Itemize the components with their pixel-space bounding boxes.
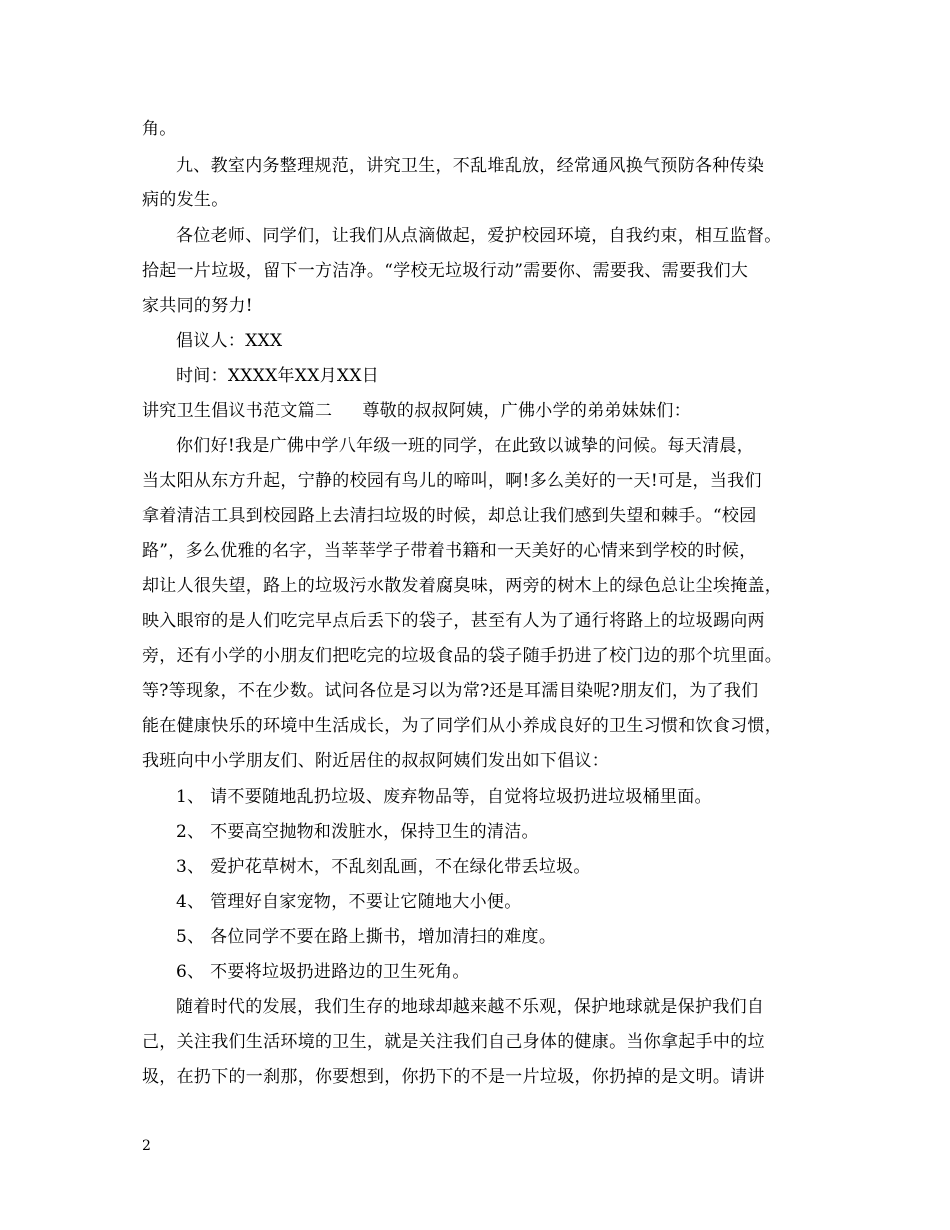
paragraph-line: 随着时代的发展，我们生存的地球却越来越不乐观，保护地球就是保护我们自	[176, 997, 765, 1017]
paragraph-line: 我班向中小学朋友们、附近居住的叔叔阿姨们发出如下倡议：	[142, 751, 610, 771]
list-item: 2、 不要高空抛物和泼脏水，保持卫生的清洁。	[176, 822, 539, 842]
section-heading-line	[142, 401, 691, 421]
paragraph-line: 旁，还有小学的小朋友们把吃完的垃圾食品的袋子随手扔进了校门边的那个坑里面。	[142, 646, 783, 666]
paragraph-line: 九、教室内务整理规范，讲究卫生，不乱堆乱放，经常通风换气预防各种传染	[176, 156, 765, 176]
salutation: 尊敬的叔叔阿姨，广佛小学的弟弟妹妹们：	[362, 401, 692, 421]
list-item: 5、 各位同学不要在路上撕书，增加清扫的难度。	[176, 927, 557, 947]
date-line: 时间：XXXX年XX月XX日	[176, 366, 380, 386]
paragraph-line: 等?等现象，不在少数。试问各位是习以为常?还是耳濡目染呢?朋友们，为了我们	[142, 681, 759, 701]
list-item: 6、 不要将垃圾扔进路边的卫生死角。	[176, 962, 470, 982]
paragraph-line: 却让人很失望，路上的垃圾污水散发着腐臭味，两旁的树木上的绿色总让尘埃掩盖，	[142, 576, 783, 596]
paragraph-line: 你们好!我是广佛中学八年级一班的同学，在此致以诚挚的问候。每天清晨，	[176, 436, 755, 456]
paragraph-line: 己，关注我们生活环境的卫生，就是关注我们自己身体的健康。当你拿起手中的垃	[142, 1032, 765, 1052]
paragraph-line: 家共同的努力!	[142, 296, 253, 316]
page-number: 2	[142, 1138, 151, 1154]
paragraph-line: 各位老师、同学们，让我们从点滴做起，爱护校园环境，自我约束，相互监督。	[176, 226, 782, 246]
proposer-line: 倡议人：XXX	[176, 331, 283, 351]
list-item: 3、 爱护花草树木，不乱刻乱画，不在绿化带丢垃圾。	[176, 857, 591, 877]
paragraph-line: 路”，多么优雅的名字，当莘莘学子带着书籍和一天美好的心情来到学校的时候，	[142, 541, 757, 561]
section-title: 讲究卫生倡议书范文篇二	[142, 401, 333, 421]
paragraph-line: 拿着清洁工具到校园路上去清扫垃圾的时候，却总让我们感到失望和棘手。“校园	[142, 506, 757, 526]
list-item: 4、 管理好自家宠物，不要让它随地大小便。	[176, 892, 522, 912]
paragraph-line: 角。	[142, 119, 177, 139]
paragraph-line: 拾起一片垃圾，留下一方洁净。“学校无垃圾行动”需要你、需要我、需要我们大	[142, 261, 749, 281]
paragraph-line: 病的发生。	[142, 190, 229, 210]
paragraph-line: 圾，在扔下的一刹那，你要想到，你扔下的不是一片垃圾，你扔掉的是文明。请讲	[142, 1067, 765, 1087]
paragraph-line: 映入眼帘的是人们吃完早点后丢下的袋子，甚至有人为了通行将路上的垃圾踢向两	[142, 611, 765, 631]
list-item: 1、 请不要随地乱扔垃圾、废弃物品等，自觉将垃圾扔进垃圾桶里面。	[176, 787, 712, 807]
paragraph-line: 当太阳从东方升起，宁静的校园有鸟儿的啼叫，啊!多么美好的一天!可是，当我们	[142, 471, 762, 491]
paragraph-line: 能在健康快乐的环境中生活成长，为了同学们从小养成良好的卫生习惯和饮食习惯，	[142, 716, 783, 736]
